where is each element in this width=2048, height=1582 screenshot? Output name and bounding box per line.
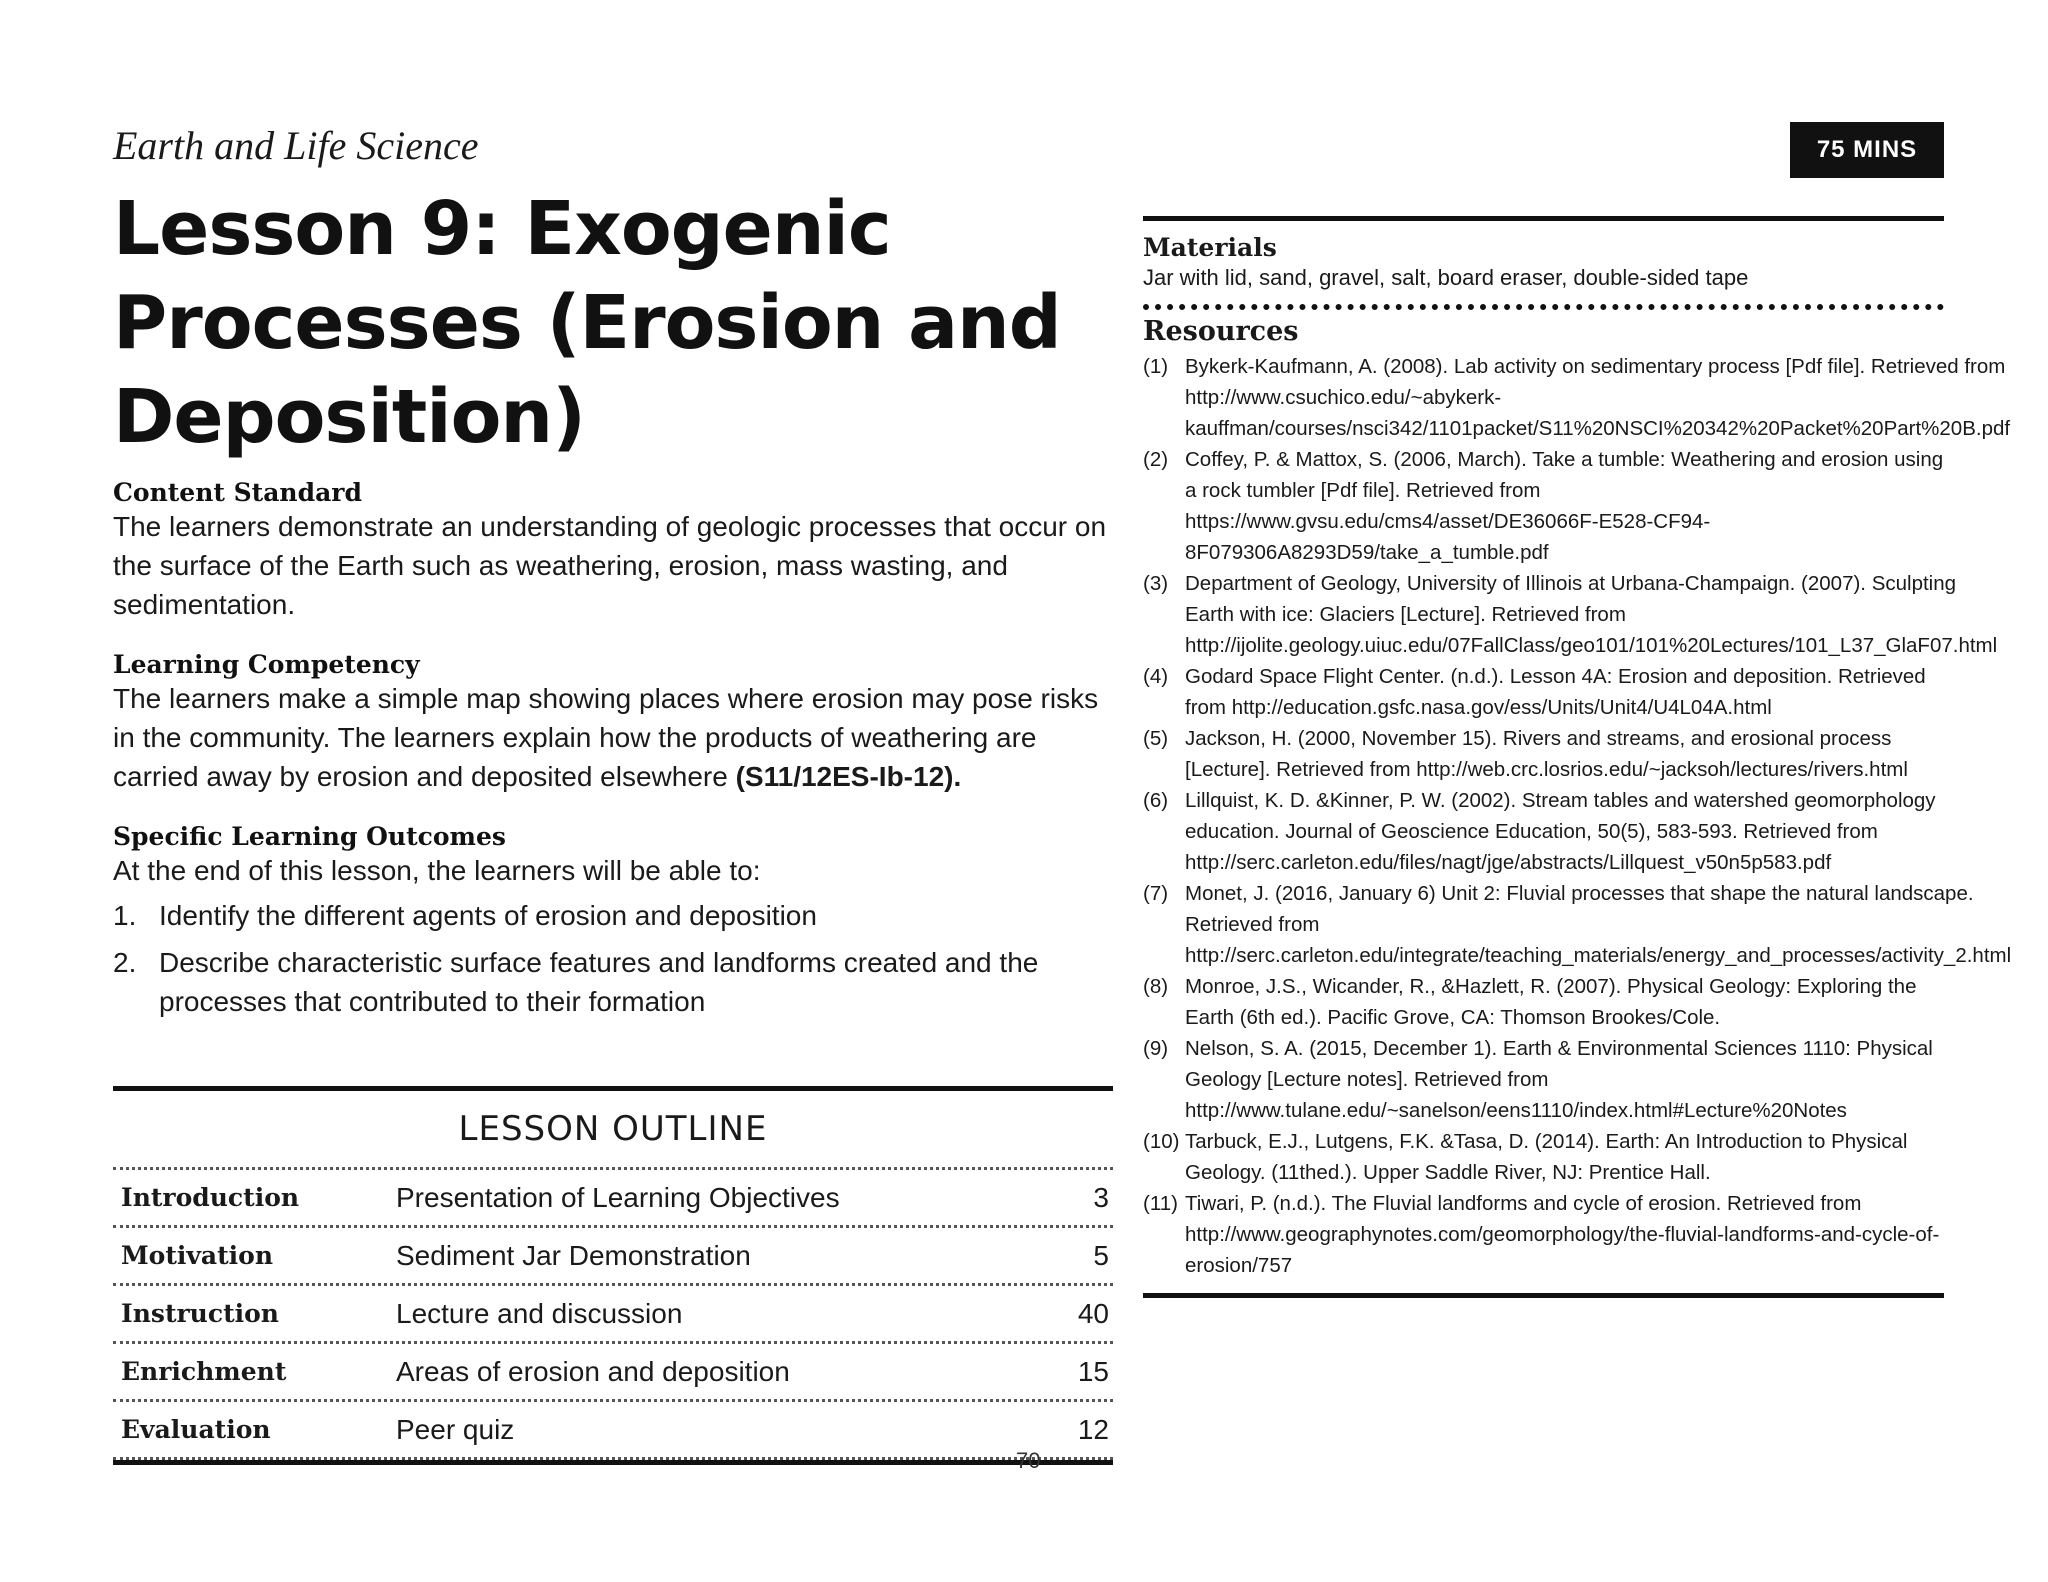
duration-badge: 75 MINS (1790, 122, 1944, 178)
minutes-cell: 40 (1077, 1297, 1109, 1329)
stage-cell: Motivation (121, 1241, 274, 1270)
list-item (1143, 785, 1944, 878)
resource-citation: Monroe, J.S., Wicander, R., &Hazlett, R. (2007). Physical Geology: Exploring the Earth (6th ed.). Pacific Grove, CA: Thomson Brookes/Cole. (1185, 975, 1917, 1029)
table-row (113, 1402, 1113, 1460)
list-item (1143, 723, 1944, 785)
divider (1143, 1293, 1944, 1298)
content-standard-section (113, 478, 1113, 624)
resource-citation: Godard Space Flight Center. (n.d.). Lesson 4A: Erosion and deposition. Retrieved from http://education.gsfc.nasa.gov/ess/Units/Unit4/U4L04A.html (1185, 665, 1926, 719)
list-item (1143, 971, 1944, 1033)
table-row (113, 1286, 1113, 1344)
resource-number: (2) (1143, 448, 1169, 471)
divider (1143, 216, 1944, 221)
list-item (1143, 1126, 1944, 1188)
resource-number: (11) (1143, 1192, 1178, 1215)
activity-cell: Sediment Jar Demonstration (396, 1239, 751, 1271)
table-row (113, 1228, 1113, 1286)
resource-citation: Monet, J. (2016, January 6) Unit 2: Fluvial processes that shape the natural landscape. Retrieved from http://serc.carleton.edu/integrate/teaching_materials/energy_and_processes/activity_2.html (1185, 882, 2012, 967)
resource-citation: Tarbuck, E.J., Lutgens, F.K. &Tasa, D. (2014). Earth: An Introduction to Physical Geology. (11thed.). Upper Saddle River, NJ: Prentice Hall. (1185, 1130, 1908, 1184)
resource-number: (8) (1143, 975, 1169, 998)
divider (113, 1460, 1113, 1465)
list-item (113, 943, 1113, 1021)
activity-cell: Areas of erosion and deposition (396, 1355, 790, 1387)
lesson-outline-title: LESSON OUTLINE (113, 1091, 1113, 1170)
content-standard-heading: Content Standard (113, 478, 362, 507)
list-text: Describe characteristic surface features and landforms created and the processes that contributed to their formation (159, 947, 1039, 1017)
materials-resources-panel (1143, 216, 2012, 1298)
resources-heading: Resources (1143, 316, 1299, 347)
resource-citation: Department of Geology, University of Illinois at Urbana-Champaign. (2007). Sculpting Earth with ice: Glaciers [Lecture]. Retrieved from http://ijolite.geology.uiuc.edu/07FallClass/geo101/101%20Lectures/101_L37_GlaF07.html (1185, 572, 1998, 657)
materials-text: Jar with lid, sand, gravel, salt, board eraser, double-sided tape (1143, 265, 1749, 290)
stage-cell: Enrichment (121, 1357, 287, 1386)
resource-number: (10) (1143, 1130, 1180, 1153)
list-text: Identify the different agents of erosion and deposition (159, 900, 817, 931)
resource-number: (9) (1143, 1037, 1169, 1060)
minutes-cell: 15 (1077, 1355, 1109, 1387)
stage-cell: Instruction (121, 1299, 279, 1328)
activity-cell: Lecture and discussion (396, 1297, 683, 1329)
list-item (1143, 661, 1944, 723)
resource-citation: Coffey, P. & Mattox, S. (2006, March). Take a tumble: Weathering and erosion using a rock tumbler [Pdf file]. Retrieved from https://www.gvsu.edu/cms4/asset/DE36066F-E528-CF94-8F079306A8293D59/take_a_tumble.pdf (1185, 448, 1944, 564)
list-number: 1. (113, 900, 137, 931)
resource-citation: Lillquist, K. D. &Kinner, P. W. (2002). Stream tables and watershed geomorphology education. Journal of Geoscience Education, 50(5), 583-593. Retrieved from http://serc.carleton.edu/files/nagt/jge/abstracts/Lillquest_v50n5p583.pdf (1185, 789, 1936, 874)
resource-citation: Jackson, H. (2000, November 15). Rivers and streams, and erosional process [Lecture]. Retrieved from http://web.crc.losrios.edu/~jacksoh/lectures/rivers.html (1185, 727, 1908, 781)
minutes-cell: 3 (1093, 1181, 1109, 1213)
list-item (113, 896, 1113, 935)
resource-citation: Bykerk-Kaufmann, A. (2008). Lab activity on sedimentary process [Pdf file]. Retrieved from http://www.csuchico.edu/~abykerk-kauffman/courses/nsci342/1101packet/S11%20NSCI%20342%20Packet%20Part%20B.pdf (1185, 355, 2011, 440)
minutes-cell: 12 (1077, 1413, 1109, 1445)
learning-competency-heading: Learning Competency (113, 650, 420, 679)
table-row (113, 1170, 1113, 1228)
activity-cell: Presentation of Learning Objectives (396, 1181, 840, 1213)
learning-competency-text (113, 679, 1113, 796)
resource-number: (4) (1143, 665, 1169, 688)
resource-number: (5) (1143, 727, 1169, 750)
resources-list (1143, 351, 2012, 1281)
resource-citation: Nelson, S. A. (2015, December 1). Earth & Environmental Sciences 1110: Physical Geology [Lecture notes]. Retrieved from http://www.tulane.edu/~sanelson/eens1110/index.html#Lecture%20Notes (1185, 1037, 1933, 1122)
stage-cell: Evaluation (121, 1415, 271, 1444)
specific-outcomes-intro: At the end of this lesson, the learners will be able to: (113, 855, 761, 886)
list-item (1143, 351, 2011, 444)
table-row (113, 1344, 1113, 1402)
resource-number: (6) (1143, 789, 1169, 812)
resource-number: (1) (1143, 355, 1169, 378)
list-item (1143, 568, 1998, 661)
lesson-outline-table (113, 1086, 1113, 1465)
resource-number: (7) (1143, 882, 1169, 905)
materials-heading: Materials (1143, 233, 1277, 262)
specific-outcomes-section (113, 822, 1113, 1029)
divider (1143, 304, 1944, 310)
activity-cell: Peer quiz (396, 1413, 515, 1445)
outcome-list (113, 896, 1113, 1021)
learning-competency-body: The learners make a simple map showing places where erosion may pose risks in the community. The learners explain how the products of weathering are carried away by erosion and deposited elsewhere (113, 683, 1099, 792)
lesson-title: Lesson 9: Exogenic Processes (Erosion and Deposition) (113, 186, 1061, 460)
list-item (1143, 878, 2012, 971)
list-number: 2. (113, 947, 137, 978)
stage-cell: Introduction (121, 1183, 300, 1212)
learning-competency-section (113, 650, 1113, 796)
list-item (1143, 1188, 1944, 1281)
resource-citation: Tiwari, P. (n.d.). The Fluvial landforms and cycle of erosion. Retrieved from http://www.geographynotes.com/geomorphology/the-fluvial-landforms-and-cycle-of-erosion/757 (1185, 1192, 1940, 1277)
list-item (1143, 1033, 1944, 1126)
content-standard-text: The learners demonstrate an understanding of geologic processes that occur on the surface of the Earth such as weathering, erosion, mass wasting, and sedimentation. (113, 511, 1107, 620)
subject-title: Earth and Life Science (113, 123, 479, 168)
competency-code: (S11/12ES-Ib-12). (735, 761, 962, 792)
list-item (1143, 444, 1944, 568)
minutes-cell: 5 (1093, 1239, 1109, 1271)
page-number: 70 (1016, 1448, 1041, 1473)
resource-number: (3) (1143, 572, 1169, 595)
specific-outcomes-heading: Specific Learning Outcomes (113, 822, 506, 851)
